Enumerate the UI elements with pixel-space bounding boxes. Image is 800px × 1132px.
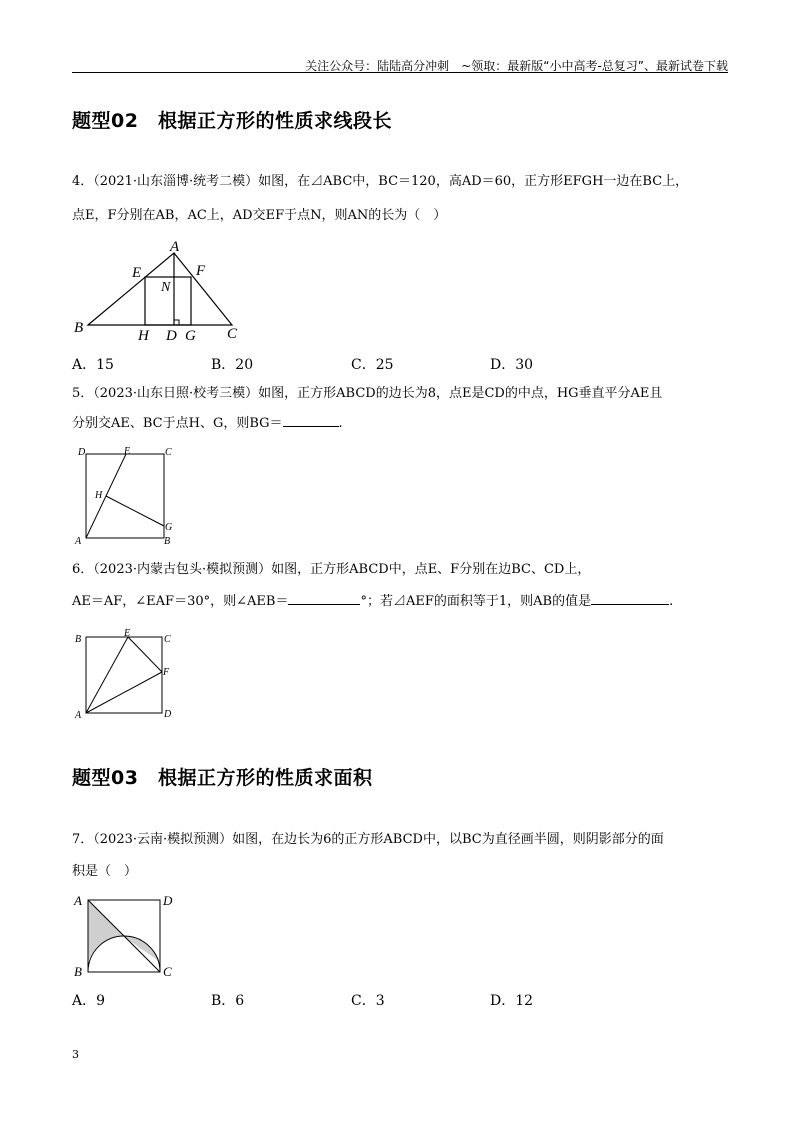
q4-label-g: G bbox=[185, 328, 196, 342]
q7-option-a: A．9 bbox=[72, 993, 106, 1009]
q5-label-d: D bbox=[78, 447, 86, 458]
q7-label-a: A bbox=[74, 893, 82, 908]
q4-label-a: A bbox=[170, 239, 180, 255]
q4-option-c: C．25 bbox=[351, 357, 394, 373]
q5-label-c: C bbox=[165, 447, 172, 458]
q7-option-b: B．6 bbox=[211, 993, 245, 1009]
q5-line2 bbox=[72, 414, 343, 434]
q4-label-c: C bbox=[227, 326, 238, 342]
section-title-03: 题型03 根据正方形的性质求面积 bbox=[72, 767, 373, 789]
q6-label-d: D bbox=[164, 709, 172, 720]
q4-label-b: B bbox=[74, 320, 84, 336]
q5-line1 bbox=[72, 384, 662, 404]
q4-line2: 点E，F分别在AB，AC上，AD交EF于点N，则AN的长为（ ） bbox=[72, 208, 447, 223]
q4-number: 4． bbox=[72, 174, 94, 189]
q7-option-d: D．12 bbox=[490, 993, 534, 1009]
q7-option-c: C．3 bbox=[351, 993, 385, 1009]
q7-label-c: C bbox=[163, 964, 172, 979]
q7-line1 bbox=[72, 830, 664, 850]
page-number: 3 bbox=[72, 1048, 79, 1061]
q6-line2 bbox=[72, 592, 673, 612]
q7-label-b: B bbox=[74, 964, 82, 979]
q6-source: （2023·内蒙古包头·模拟预测） bbox=[93, 562, 272, 577]
q5-text-line1: 如图，正方形ABCD的边长为8，点E是CD的中点，HG垂直平分AE且 bbox=[258, 386, 663, 401]
q5-label-b: B bbox=[164, 536, 171, 546]
q6-answer-blank-1 bbox=[288, 592, 360, 605]
q5-label-a: A bbox=[75, 536, 82, 546]
q6-label-a: A bbox=[75, 710, 82, 720]
q7-number: 7． bbox=[72, 832, 94, 847]
q5-period: . bbox=[338, 416, 343, 431]
q6-label-b: B bbox=[75, 634, 82, 645]
q5-label-g: G bbox=[165, 522, 173, 533]
header-divider bbox=[72, 72, 728, 73]
q5-label-h: H bbox=[95, 490, 103, 501]
q4-option-b: B．20 bbox=[211, 357, 254, 373]
q4-text-line1: 如图，在⊿ABC中，BC＝120，高AD＝60，正方形EFGH一边在BC上， bbox=[258, 174, 689, 189]
q4-option-a: A．15 bbox=[72, 357, 114, 373]
q6-line1 bbox=[72, 560, 590, 580]
q5-text-line2: 分别交AE、BC于点H、G，则BG＝ bbox=[72, 416, 283, 431]
q6-square-figure bbox=[72, 628, 182, 720]
q7-square-figure bbox=[72, 890, 182, 982]
q4-triangle-figure bbox=[72, 236, 262, 342]
q6-text-line1: 如图，正方形ABCD中，点E、F分别在边BC、CD上， bbox=[271, 562, 591, 577]
q6-period: . bbox=[669, 594, 674, 609]
section-title-02: 题型02 根据正方形的性质求线段长 bbox=[72, 110, 392, 132]
q5-square-figure bbox=[72, 446, 182, 546]
q6-label-c: C bbox=[164, 634, 171, 645]
q6-label-f: F bbox=[163, 667, 170, 678]
q4-label-d: D bbox=[166, 328, 177, 342]
q7-source: （2023·云南·模拟预测） bbox=[93, 832, 233, 847]
q6-text-line2: AE＝AF，∠EAF＝30°，则∠AEB＝ bbox=[72, 594, 289, 609]
page-header: 关注公众号：陆陆高分冲刺 ~领取：最新版“小中高考-总复习”、最新试卷下载 bbox=[305, 59, 728, 73]
q4-label-f: F bbox=[196, 263, 206, 279]
q4-label-h: H bbox=[138, 328, 149, 342]
q6-answer-blank-2 bbox=[591, 592, 669, 605]
q4-label-n: N bbox=[161, 280, 171, 295]
q4-line1 bbox=[72, 172, 688, 192]
q7-text-line1: 如图，在边长为6的正方形ABCD中，以BC为直径画半圆，则阴影部分的面 bbox=[232, 832, 664, 847]
q6-text-line2b: °；若⊿AEF的面积等于1，则AB的值是 bbox=[360, 594, 592, 609]
q6-number: 6． bbox=[72, 562, 94, 577]
q5-label-e: E bbox=[124, 446, 131, 457]
q5-number: 5． bbox=[72, 386, 94, 401]
q4-option-d: D．30 bbox=[490, 357, 534, 373]
q6-label-e: E bbox=[124, 628, 131, 639]
q7-line2: 积是（ ） bbox=[72, 864, 138, 879]
q5-source: （2023·山东日照·校考三模） bbox=[93, 386, 259, 401]
q5-answer-blank bbox=[283, 414, 339, 427]
q7-label-d: D bbox=[163, 893, 173, 908]
q4-source: （2021·山东淄博·统考二模） bbox=[93, 174, 259, 189]
q4-label-e: E bbox=[132, 265, 142, 281]
